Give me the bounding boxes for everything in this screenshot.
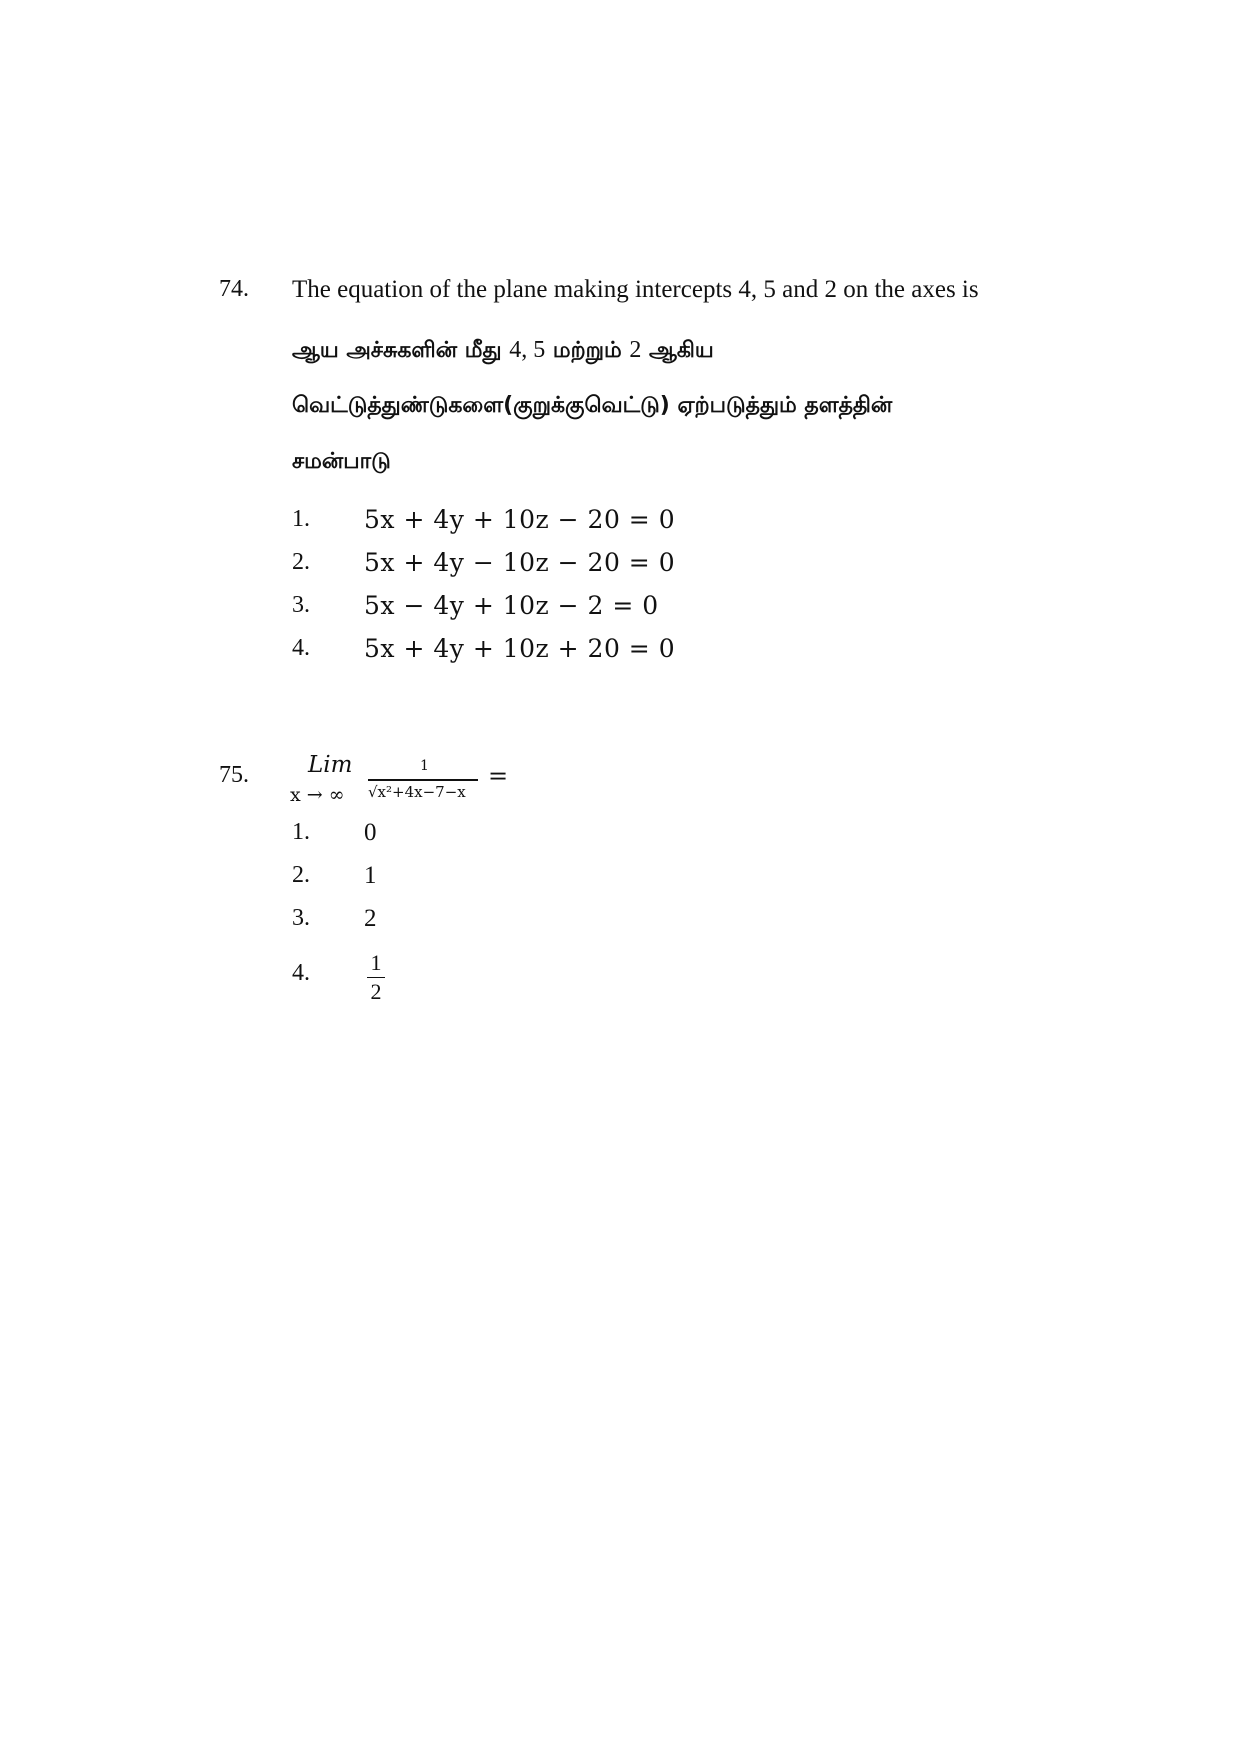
option-number: 3. — [292, 905, 310, 931]
fraction-bar — [367, 977, 385, 978]
option-number: 4. — [292, 960, 310, 986]
option-number: 2. — [292, 549, 310, 575]
option-text: 0 — [364, 819, 377, 846]
question-text-tamil-74-line2: வெட்டுத்துண்டுகளை(குறுக்குவெட்டு) ஏற்படுத்தும் தளத்தின் — [292, 393, 893, 418]
option-number: 4. — [292, 635, 310, 661]
fraction-bar — [368, 779, 478, 781]
fraction-one-half — [366, 950, 386, 1005]
limit-subscript: x → ∞ — [290, 784, 345, 806]
limit-word: Lim — [308, 752, 353, 778]
fraction-numerator: 1 — [370, 950, 382, 975]
limit-expression — [290, 752, 530, 812]
tamil-text-segment: மற்றும் — [552, 338, 622, 363]
option-text: 5x + 4y + 10z + 20 = 0 — [364, 634, 676, 663]
tamil-text-number: 2 — [629, 337, 642, 363]
fraction-numerator: 1 — [420, 758, 429, 774]
option-text: 1 — [364, 862, 377, 889]
option-number: 3. — [292, 592, 310, 618]
option-number: 1. — [292, 506, 310, 532]
fraction-denominator: √x²+4x−7−x — [368, 783, 466, 801]
equals-sign: = — [488, 762, 509, 790]
question-text-english-74: The equation of the plane making intercepts 4, 5 and 2 on the axes is — [292, 276, 979, 303]
option-text: 5x + 4y + 10z − 20 = 0 — [364, 505, 676, 534]
option-number: 1. — [292, 819, 310, 845]
option-text: 5x + 4y − 10z − 20 = 0 — [364, 548, 676, 577]
question-number-74: 74. — [219, 276, 249, 302]
question-number-75: 75. — [219, 762, 249, 788]
option-text: 5x − 4y + 10z − 2 = 0 — [364, 591, 659, 620]
option-text: 2 — [364, 905, 377, 932]
tamil-text-segment: ஆகிய — [649, 338, 714, 363]
fraction-denominator: 2 — [370, 979, 382, 1005]
tamil-text-segment: ஆய அச்சுகளின் மீது — [292, 338, 502, 363]
question-text-tamil-74-line1 — [292, 337, 714, 366]
option-number: 2. — [292, 862, 310, 888]
question-text-tamil-74-line3: சமன்பாடு — [292, 449, 391, 474]
tamil-text-number: 4, 5 — [509, 337, 546, 363]
